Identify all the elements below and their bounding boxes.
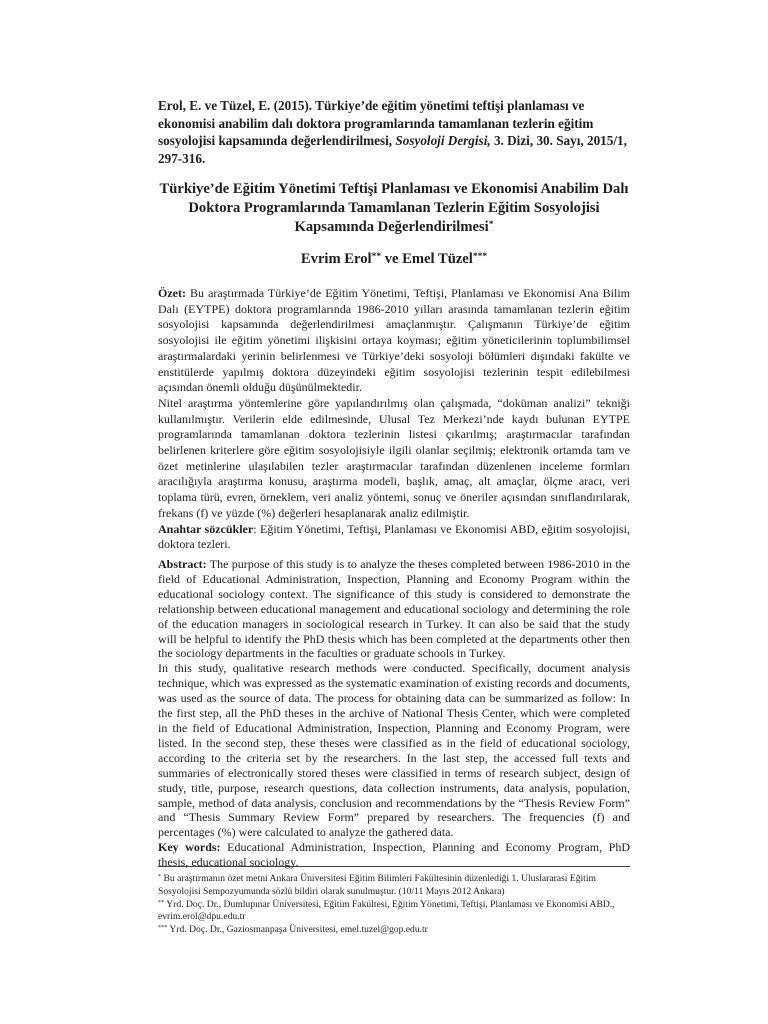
abstract-paragraph: In this study, qualitative research methods were conducted. Specifically, document analysis technique, which was expressed as the systematic examination of existing records and documents, was used as the source of data. The process for obtaining data can be summarized as follow: In the first step, all the PhD theses in the archive of National Thesis Center, which were completed in the field of Educational Administration, Inspection, Planning and Economy Program, were listed. In the second step, these theses were classified as in the field of educational sociology, according to the criteria set by the researchers. In the last step, the accessed full texts and summaries of electronically stored theses were classified in terms of research subject, design of study, title, purpose, research questions, data collection instruments, data analysis, population, sample, method of data analysis, conclusion and recommendations by the “Thesis Review Form” and “Thesis Summary Review Form” prepared by researchers. The frequencies (f) and percentages (%) were calculated to analyze the gathered data. [158, 661, 630, 840]
journal-name: Sosyoloji Dergisi, [395, 133, 491, 149]
footnote [158, 924, 630, 937]
author-footnote-mark: *** [472, 251, 488, 262]
footnotes [158, 873, 630, 937]
keywords-paragraph [158, 522, 630, 553]
keywords-text: : Eğitim Yönetimi, Teftişi, Planlaması ve Ekonomisi ABD, eğitim sosyolojisi, doktora tezleri. [158, 521, 630, 552]
keywords-label: Key words: [158, 840, 221, 855]
abstract-paragraph: Nitel araştırma yöntemlerine göre yapılandırılmış olan çalışmada, “doküman analizi” tekniği kullanılmıştır. Verilerin elde edilmesinde, Ulusal Tez Merkezi’nde kaydı bulunan EYTPE programlarında tamamlanan doktora tezlerinin listesi çıkarılmış; araştırmacılar tarafından belirlenen kriterlere göre eğitim sosyolojisiyle ilgili olanlar seçilmiş; elektronik ortamda tam ve özet metinlerine ulaşılabilen tezler araştırmacılar tarafından düzenlenen inceleme formları aracılığıyla araştırma konusu, araştırma modeli, başlık, amaç, alt amaçlar, ölçme aracı, veri toplama türü, evren, örneklem, veri analiz yöntemi, sonuç ve öneriler açısından sınıflandırılarak, frekans (f) ve yüzde (%) değerleri hesaplanarak analiz edilmiştir. [158, 395, 630, 520]
citation-block [158, 97, 630, 167]
footnote-mark: *** [158, 924, 168, 932]
abstract-label: Abstract: [158, 557, 207, 571]
footnote-mark: ** [158, 898, 165, 906]
title-footnote-mark: * [488, 219, 494, 230]
footnote [158, 873, 630, 899]
footnote-text: Yrd. Doç. Dr., Dumlupınar Üniversitesi, Eğitim Fakültesi, Eğitim Yönetimi, Teftişi, Planlaması ve Ekonomisi ABD., evrim.erol@dpu.edu.tr [158, 898, 615, 923]
abstract-text: Bu araştırmada Türkiye’de Eğitim Yönetimi, Teftişi, Planlaması ve Ekonomisi Ana Bilim Dalı (EYTPE) doktora programlarında 1986-2010 yılları arasında tamamlanan tezlerin eğitim sosyolojisi kapsamında değerlendirilmesi amaçlanmıştır. Çalışmanın Türkiye’de eğitim sosyolojisi ile eğitim yönetimi ilişkisini ortaya koyması; eğitim yöneticilerinin toplumbilimsel araştırmalardaki yerinin belirlenmesi ve Türkiye’deki sosyoloji bölümleri dışındaki fakülte ve enstitülerde yapılmış doktora düzeyindeki eğitim sosyolojisi tezlerinin tespit edilebilmesi açısından önemli olduğu düşünülmektedir. [158, 286, 630, 395]
author-name: Emel Tüzel [402, 251, 473, 267]
abstract-text: The purpose of this study is to analyze the theses completed between 1986-2010 in the field of Educational Administration, Inspection, Planning and Economy Program within the educational sociology context. The significance of this study is considered to demonstrate the relationship between educational management and educational sociology and determining the role of the education managers in sociological research in Turkey. It can also be said that the study will be helpful to identify the PhD thesis which has been completed at the departments other then the sociology departments in the faculties or graduate schools in Turkey. [158, 557, 630, 661]
abstract-label: Özet: [158, 286, 186, 300]
author-name: Evrim Erol [300, 251, 372, 267]
footnote-text: Yrd. Doç. Dr., Gaziosmanpaşa Üniversitesi, emel.tuzel@gop.edu.tr [167, 924, 428, 936]
footnote [158, 899, 630, 925]
keywords-label: Anahtar sözcükler [158, 521, 254, 536]
author-conjunction: ve [381, 251, 403, 267]
citation-text: Erol, E. ve Tüzel, E. (2015). Türkiye’de eğitim yönetimi teftişi planlaması ve ekonomisi anabilim dalı doktora programlarında tamamlanan tezlerin eğitim sosyolojisi kapsamında değerlendirilmesi, [158, 98, 594, 149]
author-footnote-mark: ** [371, 251, 382, 262]
abstract-english [158, 557, 630, 870]
abstract-paragraph [158, 557, 630, 661]
abstract-turkish [158, 286, 630, 553]
author-line [155, 251, 633, 268]
footnote-text: Bu araştırmanın özet metni Ankara Üniversitesi Eğitim Bilimleri Fakültesinin düzenlediği 1. Uluslararası Eğitim Sosyolojisi Sempozyumunda sözlü bildiri olarak sunulmuştur. (10/11 Mayıs 2012 Ankara) [158, 873, 596, 897]
citation-issue: 3. Dizi, 30. Sayı, 2015/1, 297-316. [158, 133, 627, 166]
keywords-text: Educational Administration, Inspection, Planning and Economy Program, PhD thesis, educational sociology. [158, 840, 630, 870]
abstract-paragraph [158, 286, 630, 396]
article-title-text: Türkiye’de Eğitim Yönetimi Teftişi Planlaması ve Ekonomisi Anabilim Dalı Doktora Programlarında Tamamlanan Tezlerin Eğitim Sosyolojisi Kapsamında Değerlendirilmesi [159, 181, 629, 235]
article-title [155, 180, 633, 237]
footnote-mark: * [158, 873, 162, 881]
footnote-divider [158, 866, 630, 867]
